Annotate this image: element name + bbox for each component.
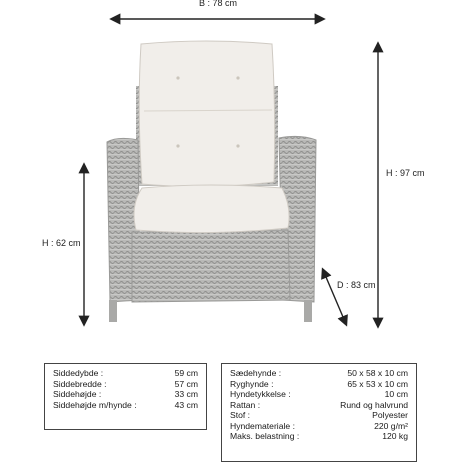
- spec-value: Polyester: [372, 410, 408, 420]
- cushion-button: [236, 76, 239, 79]
- spec-row: [230, 410, 408, 421]
- cushion-button: [176, 144, 179, 147]
- spec-value: 59 cm: [174, 368, 198, 378]
- spec-label: Siddedybde :: [53, 368, 104, 378]
- spec-label: Ryghynde :: [230, 378, 274, 389]
- spec-row: [53, 400, 198, 411]
- cushion-button: [236, 144, 239, 147]
- spec-label: Hyndetykkelse :: [230, 389, 291, 399]
- spec-row: [230, 389, 408, 400]
- depth-label: D : 83 cm: [337, 280, 376, 290]
- seat-front-panel: [132, 230, 290, 302]
- right-leg: [304, 300, 312, 322]
- spec-label: Siddebredde :: [53, 378, 107, 389]
- cushion-button: [176, 76, 179, 79]
- spec-value: 43 cm: [174, 399, 198, 410]
- seat-specs-box: [44, 363, 207, 430]
- spec-value: 33 cm: [174, 389, 198, 399]
- total-height-label: H : 97 cm: [386, 168, 425, 178]
- spec-value: Rund og halvrund: [340, 399, 408, 410]
- width-label: B : 78 cm: [199, 0, 238, 8]
- spec-value: 220 g/m²: [374, 420, 408, 431]
- spec-label: Siddehøjde :: [53, 389, 102, 399]
- spec-value: 57 cm: [174, 378, 198, 389]
- spec-value: 50 x 58 x 10 cm: [347, 368, 408, 378]
- spec-row: [230, 400, 408, 411]
- spec-label: Maks. belastning :: [230, 431, 300, 441]
- depth-dimension-line: [323, 270, 346, 324]
- spec-row: [230, 379, 408, 390]
- spec-row: [53, 368, 198, 379]
- spec-row: [53, 389, 198, 400]
- back-cushion: [139, 41, 274, 187]
- spec-row: [230, 431, 408, 442]
- spec-label: Stof :: [230, 410, 251, 420]
- spec-value: 10 cm: [384, 389, 408, 399]
- spec-label: Hyndemateriale :: [230, 420, 295, 431]
- spec-label: Rattan :: [230, 399, 261, 410]
- spec-label: Siddehøjde m/hynde :: [53, 399, 137, 410]
- spec-row: [230, 368, 408, 379]
- seat-height-label: H : 62 cm: [42, 238, 81, 248]
- spec-row: [230, 421, 408, 432]
- spec-label: Sædehynde :: [230, 368, 282, 378]
- spec-value: 120 kg: [382, 431, 408, 441]
- seat-cushion: [134, 185, 289, 233]
- left-leg: [109, 300, 117, 322]
- cushion-specs-box: [221, 363, 417, 462]
- spec-row: [53, 379, 198, 390]
- spec-value: 65 x 53 x 10 cm: [347, 378, 408, 389]
